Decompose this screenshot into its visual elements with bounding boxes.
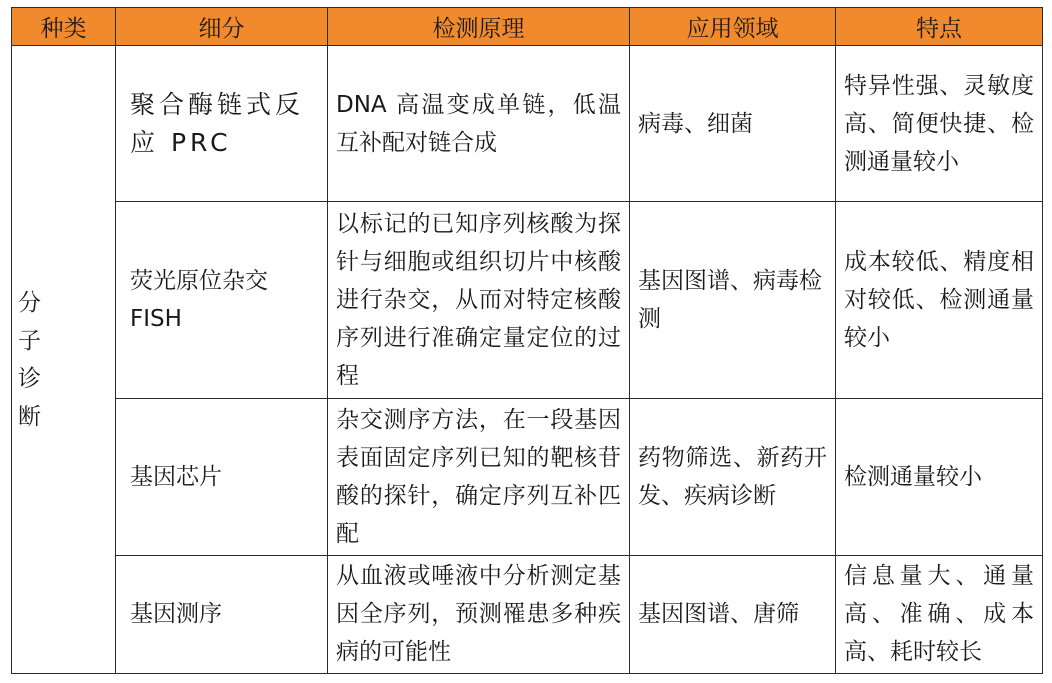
- header-subcategory: 细分: [116, 8, 328, 46]
- subcategory-cell: 荧光原位杂交 FISH: [116, 202, 328, 398]
- subcategory-cell: 聚合酶链式反应 PRC: [116, 46, 328, 202]
- header-category: 种类: [12, 8, 116, 46]
- table-row: [12, 46, 1043, 202]
- header-principle: 检测原理: [328, 8, 630, 46]
- molecular-diagnosis-table: [11, 7, 1043, 674]
- table-row: [12, 202, 1043, 398]
- subcategory-cell: 基因测序: [116, 555, 328, 673]
- header-row: [12, 8, 1043, 46]
- principle-cell: 杂交测序方法，在一段基因表面固定序列已知的靶核苷酸的探针，确定序列互补匹配: [328, 398, 630, 555]
- features-cell: 特异性强、灵敏度高、简便快捷、检测通量较小: [836, 46, 1043, 202]
- features-cell: 检测通量较小: [836, 398, 1043, 555]
- application-cell: 基因图谱、病毒检测: [630, 202, 836, 398]
- application-cell: 病毒、细菌: [630, 46, 836, 202]
- application-cell: 药物筛选、新药开发、疾病诊断: [630, 398, 836, 555]
- principle-cell: DNA 高温变成单链，低温互补配对链合成: [328, 46, 630, 202]
- features-cell: 成本较低、精度相对较低、检测通量较小: [836, 202, 1043, 398]
- category-cell: [12, 46, 116, 674]
- header-features: 特点: [836, 8, 1043, 46]
- principle-cell: 以标记的已知序列核酸为探针与细胞或组织切片中核酸进行杂交，从而对特定核酸序列进行准确定量定位的过程: [328, 202, 630, 398]
- table-row: [12, 398, 1043, 555]
- application-cell: 基因图谱、唐筛: [630, 555, 836, 673]
- features-cell: 信息量大、通量高、准确、成本高、耗时较长: [836, 555, 1043, 673]
- table-row: [12, 555, 1043, 673]
- subcategory-cell: 基因芯片: [116, 398, 328, 555]
- principle-cell: 从血液或唾液中分析测定基因全序列，预测罹患多种疾病的可能性: [328, 555, 630, 673]
- category-label: 分子诊断: [18, 289, 41, 430]
- header-application: 应用领域: [630, 8, 836, 46]
